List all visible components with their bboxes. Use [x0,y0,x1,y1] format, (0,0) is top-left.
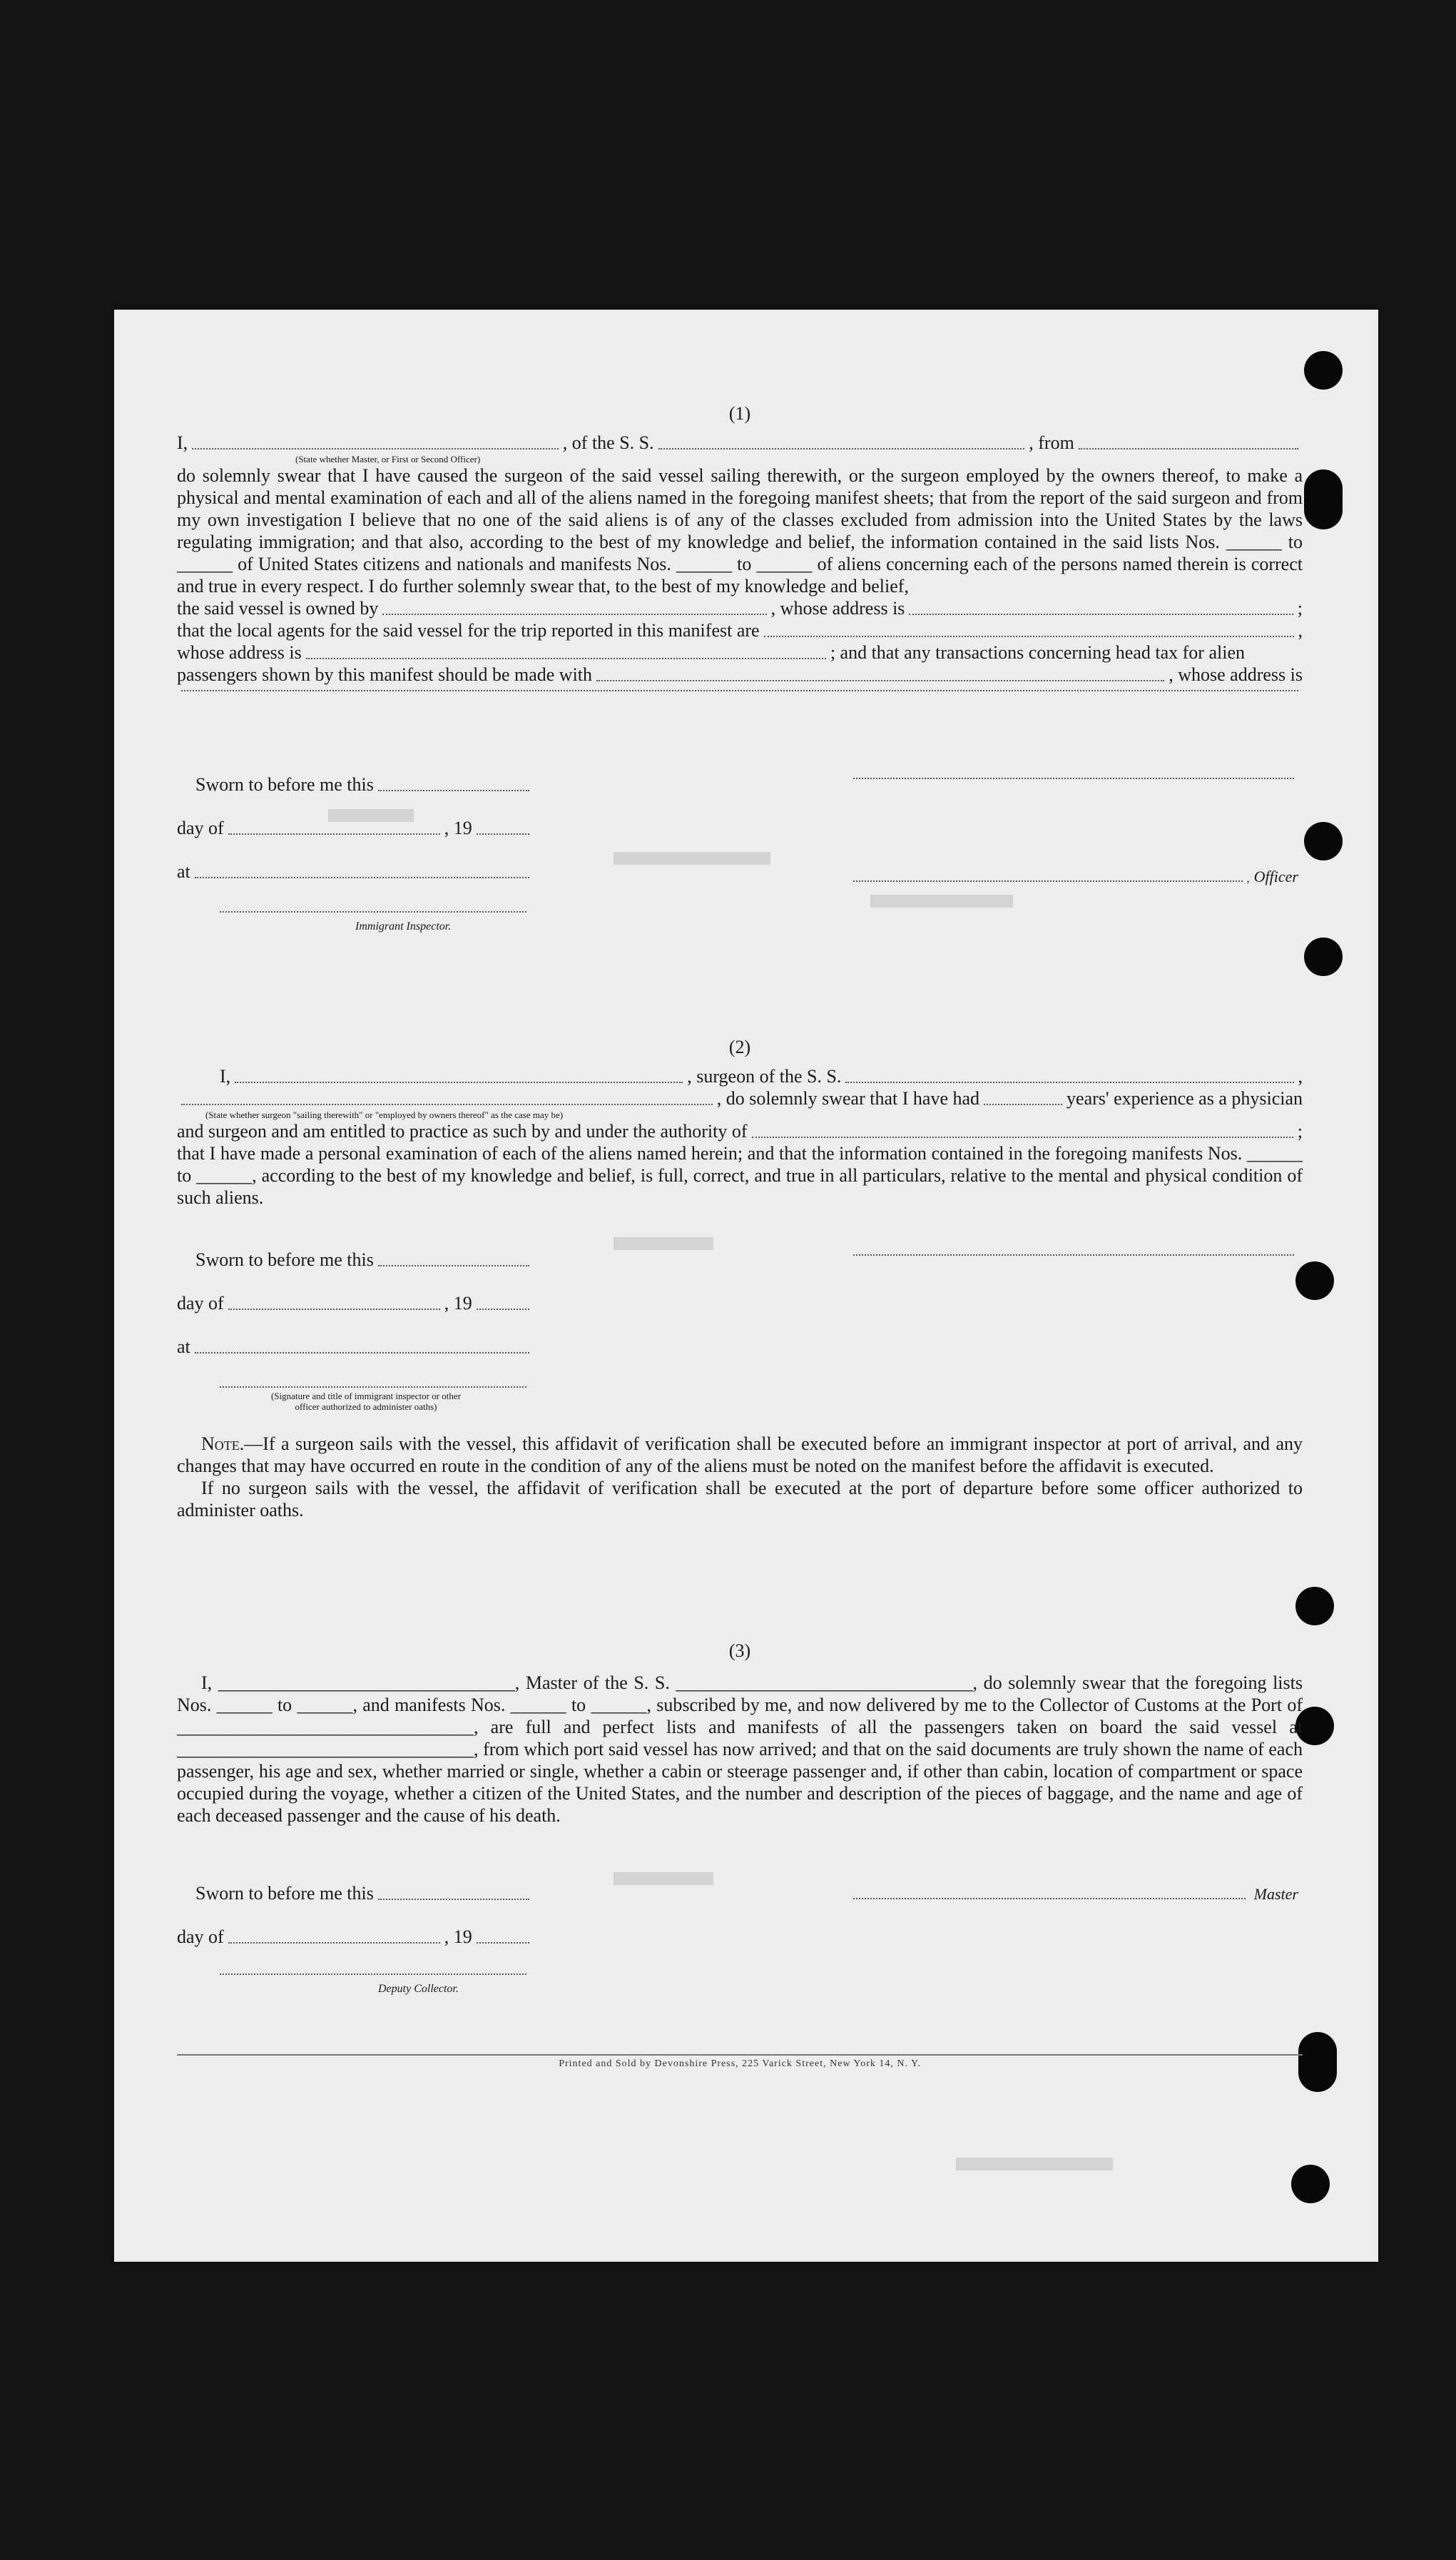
head-tax-address-line [177,690,1303,696]
sworn-label: Sworn to before me this [195,1883,374,1904]
head-tax-address-field[interactable] [181,690,1298,691]
officer-signature-block: , Officer [849,868,1298,886]
section-3-sworn-block [177,1882,534,2000]
owned-by-label: the said vessel is owned by [177,598,379,619]
punch-hole [1304,351,1343,390]
inspector-caption: Immigrant Inspector. [355,920,452,933]
section-2-number: (2) [728,1037,751,1057]
year-field[interactable] [477,833,529,835]
section-1-sworn-block [177,773,534,938]
officer-label: Officer [1253,868,1298,885]
agents-address-line [177,641,1303,664]
experience-label: years' experience as a physician [1066,1088,1303,1109]
years-experience-field[interactable] [984,1104,1062,1105]
punch-hole [1304,822,1343,860]
officer-name-field[interactable] [192,448,559,449]
note-label: Note. [201,1433,245,1454]
year-label: , 19 [444,1293,472,1314]
owned-by-line: the said vessel is owned by , whose address is ; [177,598,1303,619]
agents-address-field[interactable] [306,658,826,659]
signature-caption: (Signature and title of immigrant inspector or other officer authorized to administer oaths) [270,1391,462,1412]
surgeon-swear-label: , do solemnly swear that I have had [716,1088,980,1109]
punch-hole [1295,1261,1334,1300]
master-signature-block [849,1885,1298,1904]
section-3-body: I, ________________________________, Master of the S. S. ________________________________, do solemnly swear that the foregoing lists Nos. ______ to ______, and manifests Nos. ______ to ______, subscribed by me, and now delivered by me to the Collector of Customs at the Port of ________________________________, are full and perfect lists and manifests of all the passengers taken on board the said vessel at ________________________________, from which port said vessel has now arrived; and that on the said documents are truly shown the name of each passenger, his age and sex, whether married or single, whether a cabin or steerage passenger and, if other than cabin, location of compartment or space occupied during the voyage, whether a citizen of the United States, and the number and description of the pieces of baggage, and the name and age of each deceased passenger and the cause of his death. [177,1672,1303,1826]
surgeon-signature-field[interactable] [853,1254,1294,1256]
year-field[interactable] [477,1309,529,1310]
bleed-through-block [614,1237,713,1250]
section-1-number: (1) [728,403,751,424]
inspector-signature-field[interactable] [220,911,526,913]
sworn-day-field[interactable] [378,1899,529,1900]
bleed-through-block [956,2158,1113,2170]
bleed-through-block [870,895,1013,908]
vessel-label: , of the S. S. [562,432,654,453]
sworn-day-field[interactable] [378,790,529,791]
local-agents-field[interactable] [764,636,1294,637]
master-signature-field[interactable] [853,1898,1246,1899]
authority-field[interactable] [752,1137,1293,1138]
sworn-day-field[interactable] [378,1265,529,1266]
section-1-caption: (State whether Master, or First or Second Officer) [295,454,481,464]
year-field[interactable] [477,1942,529,1944]
from-label: , from [1029,432,1074,453]
deputy-signature-field[interactable] [220,1974,526,1975]
printer-footer: Printed and Sold by Devonshire Press, 225 Varick Street, New York 14, N. Y. [177,2054,1303,2070]
local-agents-line: that the local agents for the said vessel for the trip reported in this manifest are , [177,620,1303,641]
pronoun-label: I, [177,432,188,453]
section-1-body: do solemnly swear that I have caused the surgeon of the said vessel sailing therewith, or the surgeon employed by the owners thereof, to make a physical and mental examination of each and all of the aliens named in the foregoing manifest sheets; that from the report of the said surgeon and from my own investigation I believe that no one of the said aliens is of any of the classes excluded from admission into the United States by the laws regulating immigration; and that also, according to the best of my knowledge and belief, the information contained in the said lists Nos. ______ to ______ of United States citizens and nationals and manifests Nos. ______ to ______ of aliens concerning each of the persons named therein is correct and true in every respect. I do further solemnly swear that, to the best of my knowledge and belief, [177,465,1303,596]
section-1-first-line [177,432,1303,454]
punch-hole [1304,938,1343,976]
punch-hole [1291,2165,1330,2203]
place-field[interactable] [195,1352,529,1353]
note-text: —If a surgeon sails with the vessel, this affidavit of verification shall be executed before an immigrant inspector at port of arrival, and any changes that may have occurred en route in the condition of any of the aliens must be noted on the manifest before the affidavit is executed. [177,1433,1303,1476]
day-of-label: day of [177,818,224,838]
punch-hole [1298,2032,1337,2092]
owner-field[interactable] [382,614,766,615]
vessel-name-field[interactable] [658,448,1025,449]
surgeon-vessel-label: , surgeon of the S. S. [687,1066,842,1087]
head-tax-address-label: , whose address is [1169,664,1303,685]
owner-address-label: , whose address is [770,598,905,619]
head-tax-agent-field[interactable] [596,680,1164,681]
master-label: Master [1253,1885,1298,1903]
bleed-through-block [614,852,770,865]
surgeon-status-field[interactable] [181,1104,713,1105]
day-of-label: day of [177,1926,224,1947]
authority-label: and surgeon and am entitled to practice as such by and under the authority of [177,1121,748,1142]
section-2-caption: (State whether surgeon "sailing therewith" or "employed by owners thereof" as the case may be) [205,1109,564,1120]
owner-address-field[interactable] [909,614,1293,615]
punch-hole [1295,1587,1334,1625]
pronoun-label: I, [220,1066,231,1087]
port-from-field[interactable] [1079,448,1298,449]
section-2-sworn-block [177,1249,534,1412]
officer-name-line[interactable] [853,778,1294,779]
head-tax-label: ; and that any transactions concerning head tax for alien [830,642,1245,663]
place-field[interactable] [195,877,529,878]
bleed-through-block [614,1872,713,1885]
sworn-label: Sworn to before me this [195,1249,374,1270]
month-field[interactable] [228,1309,440,1310]
note-2-text: If no surgeon sails with the vessel, the affidavit of verification shall be executed at the port of departure before some officer authorized to administer oaths. [177,1478,1303,1520]
sworn-label: Sworn to before me this [195,774,374,795]
passengers-label: passengers shown by this manifest should be made with [177,664,593,685]
agents-address-label: whose address is [177,642,302,663]
officer-name-dotted-line [849,778,1298,783]
section-3-master-oath [177,1640,1303,1827]
year-label: , 19 [444,1926,472,1947]
manifest-back-page [114,310,1378,2262]
officer-signature-field[interactable] [853,880,1243,882]
section-2-surgeon-oath: (2) I, , surgeon of the S. S. , , do solemnly swear that I have had years' experience as a physician (State whether surgeon "sailing therewith" or "employed by owners thereof" as the case may be) and surgeon and am entitled to practice as such by and under the authority of ; that I have made a personal examination of each of the aliens named herein; and that the information contained in the foregoing manifests Nos. ______ to ______, according to the best of my knowledge and belief, is full, correct, and true in all particulars, relative to the mental and physical condition of such aliens. [177,1037,1303,1208]
inspector-signature-field[interactable] [220,1386,526,1388]
at-label: at [177,1336,190,1357]
punch-hole [1304,469,1343,529]
passengers-line [177,664,1303,686]
month-field[interactable] [228,833,440,835]
section-3-number: (3) [728,1640,751,1661]
month-field[interactable] [228,1942,440,1944]
surgeon-signature-block [849,1254,1298,1260]
at-label: at [177,861,190,882]
surgeon-vessel-field[interactable] [845,1082,1293,1083]
surgeon-name-field[interactable] [235,1082,683,1083]
section-1-master-oath [177,402,1303,696]
section-2-note [177,1433,1303,1521]
day-of-label: day of [177,1293,224,1314]
deputy-caption: Deputy Collector. [378,1983,459,1995]
year-label: , 19 [444,818,472,838]
local-agents-label: that the local agents for the said vessel for the trip reported in this manifest are [177,620,760,641]
section-2-body: that I have made a personal examination of each of the aliens named herein; and that the information contained in the foregoing manifests Nos. ______ to ______, according to the best of my knowledge and belief, is full, correct, and true in all particulars, relative to the mental and physical condition of such aliens. [177,1143,1303,1208]
